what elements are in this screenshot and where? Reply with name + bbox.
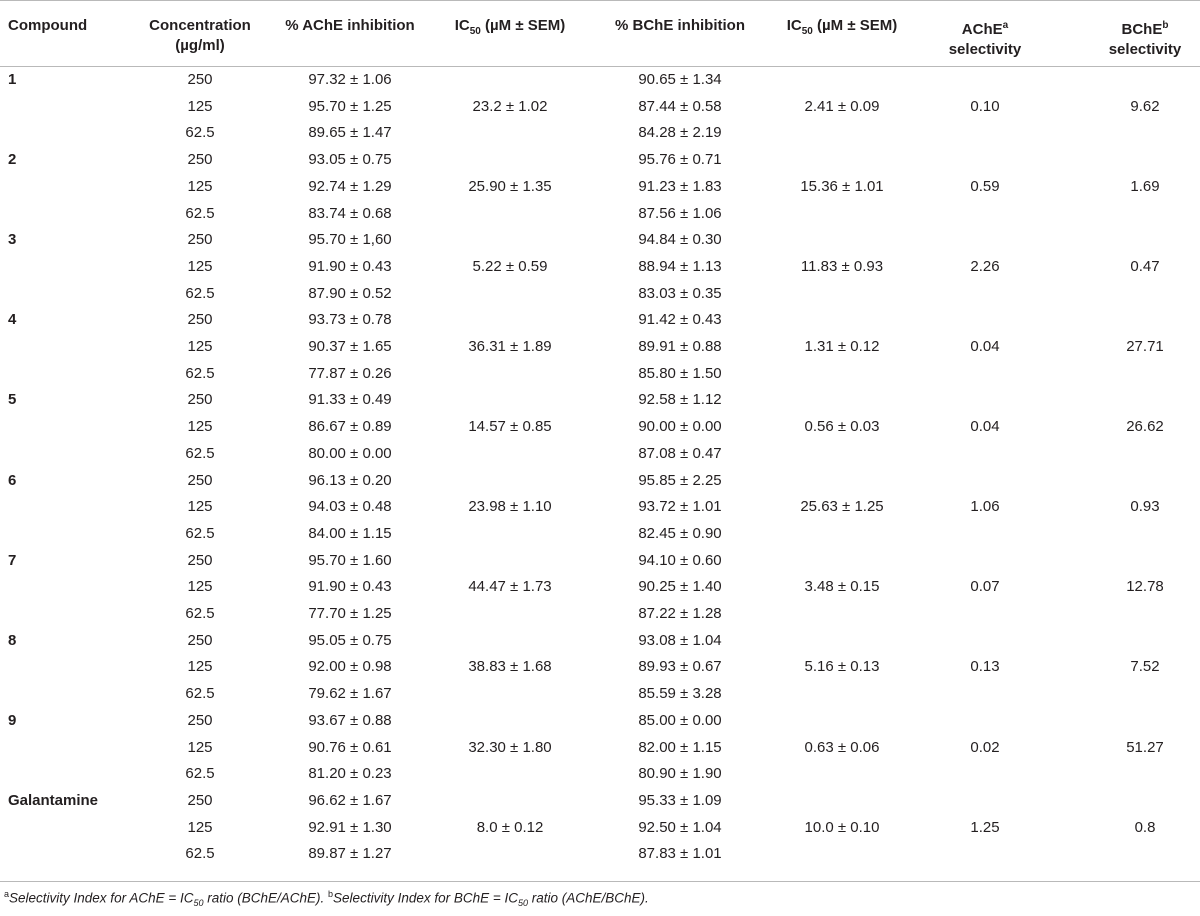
concentration-value: 250 xyxy=(187,151,213,169)
concentration-value: 62.5 xyxy=(185,124,215,142)
ache-selectivity-value: 2.26 xyxy=(970,257,1000,275)
header-bche-ic50-suffix: (µM ± SEM) xyxy=(812,17,898,34)
concentration-value: 125 xyxy=(187,97,213,115)
table-row xyxy=(0,788,1200,815)
ache-inhibition-value: 77.87 ± 0.26 xyxy=(308,364,392,382)
ache-inhibition-value: 83.74 ± 0.68 xyxy=(308,204,392,222)
ache-inhibition-value: 96.62 ± 1.67 xyxy=(308,791,392,809)
table-row xyxy=(0,601,1200,628)
table-footnote xyxy=(4,889,649,908)
compound-name: 6 xyxy=(8,471,17,489)
ache-ic50-value: 44.47 ± 1.73 xyxy=(468,578,552,596)
table-row xyxy=(0,441,1200,468)
concentration-value: 125 xyxy=(187,658,213,676)
concentration-value: 125 xyxy=(187,578,213,596)
table-row xyxy=(0,494,1200,521)
bche-inhibition-value: 95.76 ± 0.71 xyxy=(638,151,722,169)
bche-inhibition-value: 89.93 ± 0.67 xyxy=(638,658,722,676)
bche-inhibition-value: 91.42 ± 0.43 xyxy=(638,311,722,329)
ache-inhibition-value: 91.90 ± 0.43 xyxy=(308,578,392,596)
ache-inhibition-value: 95.70 ± 1,60 xyxy=(308,231,392,249)
bche-inhibition-value: 92.58 ± 1.12 xyxy=(638,391,722,409)
header-bche-selectivity-line2: selectivity xyxy=(1108,41,1182,58)
table-row xyxy=(0,94,1200,121)
bche-inhibition-value: 91.23 ± 1.83 xyxy=(638,177,722,195)
ache-inhibition-value: 92.00 ± 0.98 xyxy=(308,658,392,676)
bche-ic50-value: 0.56 ± 0.03 xyxy=(804,418,880,436)
ache-inhibition-value: 95.05 ± 0.75 xyxy=(308,631,392,649)
bche-inhibition-value: 85.80 ± 1.50 xyxy=(638,364,722,382)
ache-ic50-value: 36.31 ± 1.89 xyxy=(468,338,552,355)
bche-ic50-value: 15.36 ± 1.01 xyxy=(800,177,884,195)
ache-selectivity-value: 1.06 xyxy=(970,498,1000,516)
table-row xyxy=(0,201,1200,228)
concentration-value: 125 xyxy=(187,418,213,436)
ache-inhibition-value: 94.03 ± 0.48 xyxy=(308,498,392,516)
table-row xyxy=(0,254,1200,281)
table-row xyxy=(0,628,1200,655)
bche-ic50-value: 3.48 ± 0.15 xyxy=(804,578,880,596)
ache-inhibition-value: 93.67 ± 0.88 xyxy=(308,711,392,729)
bche-inhibition-value: 83.03 ± 0.35 xyxy=(638,284,722,302)
ache-selectivity-value: 0.13 xyxy=(970,658,1000,676)
bche-inhibition-value: 89.91 ± 0.88 xyxy=(638,338,722,355)
ache-selectivity-value: 0.04 xyxy=(970,338,1000,355)
ache-inhibition-value: 79.62 ± 1.67 xyxy=(308,685,392,703)
ache-selectivity-value: 1.25 xyxy=(970,818,1000,836)
ache-ic50-value: 14.57 ± 0.85 xyxy=(468,418,552,436)
table-header xyxy=(0,0,1200,67)
ache-inhibition-value: 96.13 ± 0.20 xyxy=(308,471,392,489)
concentration-value: 250 xyxy=(187,71,213,88)
concentration-value: 62.5 xyxy=(185,685,215,703)
ache-inhibition-value: 90.76 ± 0.61 xyxy=(308,738,392,756)
concentration-value: 250 xyxy=(187,471,213,489)
bche-ic50-value: 0.63 ± 0.06 xyxy=(804,738,880,756)
header-bche-inhibition xyxy=(595,16,765,36)
ache-inhibition-value: 90.37 ± 1.65 xyxy=(308,338,392,355)
bche-ic50-value: 10.0 ± 0.10 xyxy=(804,818,880,836)
bche-selectivity-value: 7.52 xyxy=(1130,658,1160,676)
footnote-a-text-1: Selectivity Index for AChE = IC xyxy=(9,890,194,906)
table-row xyxy=(0,574,1200,601)
table-row xyxy=(0,521,1200,548)
bche-inhibition-value: 92.50 ± 1.04 xyxy=(638,818,722,836)
ache-inhibition-value: 95.70 ± 1.25 xyxy=(308,97,392,115)
ache-ic50-value: 23.2 ± 1.02 xyxy=(472,97,548,115)
bche-inhibition-value: 87.44 ± 0.58 xyxy=(638,97,722,115)
ache-inhibition-value: 86.67 ± 0.89 xyxy=(308,418,392,436)
header-ache-inhibition xyxy=(265,16,435,36)
header-bche-selectivity-sup: b xyxy=(1162,20,1169,31)
table-row xyxy=(0,361,1200,388)
table-row xyxy=(0,708,1200,735)
bche-inhibition-value: 87.56 ± 1.06 xyxy=(638,204,722,222)
bche-inhibition-value: 87.83 ± 1.01 xyxy=(638,845,722,863)
header-compound xyxy=(8,16,138,36)
concentration-value: 250 xyxy=(187,551,213,569)
concentration-value: 62.5 xyxy=(185,605,215,622)
ache-inhibition-value: 84.00 ± 1.15 xyxy=(308,524,392,542)
compound-name: 5 xyxy=(8,391,17,409)
ache-selectivity-value: 0.59 xyxy=(970,177,1000,195)
concentration-value: 62.5 xyxy=(185,765,215,783)
bche-ic50-value: 11.83 ± 0.93 xyxy=(800,257,884,275)
table-bottom-rule xyxy=(0,881,1200,882)
compound-name: 9 xyxy=(8,711,17,729)
bche-inhibition-value: 80.90 ± 1.90 xyxy=(638,765,722,783)
table-row xyxy=(0,841,1200,868)
concentration-value: 125 xyxy=(187,257,213,275)
header-ache-selectivity-sup: a xyxy=(1002,20,1009,31)
bche-inhibition-value: 85.00 ± 0.00 xyxy=(638,711,722,729)
ache-ic50-value: 32.30 ± 1.80 xyxy=(468,738,552,756)
concentration-value: 62.5 xyxy=(185,284,215,302)
ache-inhibition-value: 77.70 ± 1.25 xyxy=(308,605,392,622)
table-row xyxy=(0,735,1200,762)
bche-selectivity-value: 9.62 xyxy=(1130,97,1160,115)
table-row xyxy=(0,120,1200,147)
ache-selectivity-value: 0.04 xyxy=(970,418,1000,436)
concentration-value: 125 xyxy=(187,177,213,195)
bche-selectivity-value: 0.47 xyxy=(1130,257,1160,275)
ache-inhibition-value: 92.74 ± 1.29 xyxy=(308,177,392,195)
concentration-value: 125 xyxy=(187,498,213,516)
concentration-value: 250 xyxy=(187,631,213,649)
bche-inhibition-value: 84.28 ± 2.19 xyxy=(638,124,722,142)
concentration-value: 62.5 xyxy=(185,524,215,542)
concentration-value: 250 xyxy=(187,391,213,409)
header-ache-selectivity xyxy=(930,16,1040,60)
bche-inhibition-value: 93.08 ± 1.04 xyxy=(638,631,722,649)
bche-ic50-value: 25.63 ± 1.25 xyxy=(800,498,884,516)
header-bche-selectivity-line1: BChE xyxy=(1121,21,1163,38)
ache-inhibition-value: 93.05 ± 0.75 xyxy=(308,151,392,169)
bche-inhibition-value: 94.84 ± 0.30 xyxy=(638,231,722,249)
table-row xyxy=(0,281,1200,308)
header-ache-selectivity-line1: AChE xyxy=(961,21,1003,38)
compound-name: 2 xyxy=(8,151,17,169)
ache-inhibition-value: 92.91 ± 1.30 xyxy=(308,818,392,836)
bche-inhibition-value: 87.08 ± 0.47 xyxy=(638,444,722,462)
footnote-a-sub: 50 xyxy=(193,898,204,909)
ache-inhibition-value: 81.20 ± 0.23 xyxy=(308,765,392,783)
ache-inhibition-value: 91.90 ± 0.43 xyxy=(308,257,392,275)
header-ache-inhibition-label: % AChE inhibition xyxy=(285,17,415,34)
bche-inhibition-value: 94.10 ± 0.60 xyxy=(638,551,722,569)
ache-inhibition-value: 89.65 ± 1.47 xyxy=(308,124,392,142)
header-concentration xyxy=(125,16,275,56)
table-row xyxy=(0,307,1200,334)
ache-ic50-value: 8.0 ± 0.12 xyxy=(476,818,544,836)
bche-selectivity-value: 12.78 xyxy=(1126,578,1164,596)
table-row xyxy=(0,334,1200,361)
concentration-value: 62.5 xyxy=(185,204,215,222)
header-bche-selectivity xyxy=(1090,16,1200,60)
table-row xyxy=(0,654,1200,681)
table-row xyxy=(0,67,1200,94)
bche-ic50-value: 2.41 ± 0.09 xyxy=(804,97,880,115)
compound-name: 1 xyxy=(8,71,17,88)
bche-inhibition-value: 90.00 ± 0.00 xyxy=(638,418,722,436)
bche-inhibition-value: 90.65 ± 1.34 xyxy=(638,71,722,88)
concentration-value: 250 xyxy=(187,231,213,249)
table-row xyxy=(0,174,1200,201)
header-compound-label: Compound xyxy=(8,17,88,34)
ache-inhibition-value: 95.70 ± 1.60 xyxy=(308,551,392,569)
table-row xyxy=(0,548,1200,575)
bche-inhibition-value: 87.22 ± 1.28 xyxy=(638,605,722,622)
bche-inhibition-value: 93.72 ± 1.01 xyxy=(638,498,722,516)
ache-inhibition-value: 87.90 ± 0.52 xyxy=(308,284,392,302)
header-ache-ic50 xyxy=(430,16,590,42)
ache-selectivity-value: 0.02 xyxy=(970,738,1000,756)
bche-selectivity-value: 27.71 xyxy=(1126,338,1164,355)
header-bche-inhibition-label: % BChE inhibition xyxy=(615,17,745,34)
table-row xyxy=(0,387,1200,414)
ache-ic50-value: 23.98 ± 1.10 xyxy=(468,498,552,516)
bche-selectivity-value: 51.27 xyxy=(1126,738,1164,756)
bche-inhibition-value: 85.59 ± 3.28 xyxy=(638,685,722,703)
bche-selectivity-value: 26.62 xyxy=(1126,418,1164,436)
footnote-a-mark: a xyxy=(4,889,10,899)
table-row xyxy=(0,815,1200,842)
table-row xyxy=(0,681,1200,708)
table-row xyxy=(0,414,1200,441)
bche-selectivity-value: 0.8 xyxy=(1134,818,1156,836)
concentration-value: 62.5 xyxy=(185,444,215,462)
ache-inhibition-value: 91.33 ± 0.49 xyxy=(308,391,392,409)
ache-inhibition-value: 80.00 ± 0.00 xyxy=(308,444,392,462)
concentration-value: 250 xyxy=(187,791,213,809)
bche-ic50-value: 1.31 ± 0.12 xyxy=(804,338,880,355)
ache-ic50-value: 5.22 ± 0.59 xyxy=(472,257,548,275)
compound-name: 8 xyxy=(8,631,17,649)
concentration-value: 125 xyxy=(187,818,213,836)
bche-ic50-value: 5.16 ± 0.13 xyxy=(804,658,880,676)
header-bche-ic50 xyxy=(762,16,922,42)
table-row xyxy=(0,761,1200,788)
bche-inhibition-value: 88.94 ± 1.13 xyxy=(638,257,722,275)
ache-inhibition-value: 93.73 ± 0.78 xyxy=(308,311,392,329)
table-row xyxy=(0,468,1200,495)
ache-selectivity-value: 0.10 xyxy=(970,97,1000,115)
bche-selectivity-value: 1.69 xyxy=(1130,177,1160,195)
table-row xyxy=(0,147,1200,174)
header-concentration-line2: (µg/ml) xyxy=(175,37,225,54)
bche-selectivity-value: 0.93 xyxy=(1130,498,1160,516)
bche-inhibition-value: 82.45 ± 0.90 xyxy=(638,524,722,542)
footnote-b-text-2: ratio (AChE/BChE). xyxy=(528,890,649,906)
concentration-value: 62.5 xyxy=(185,364,215,382)
compound-name: 4 xyxy=(8,311,17,329)
header-ache-ic50-suffix: (µM ± SEM) xyxy=(480,17,566,34)
concentration-value: 250 xyxy=(187,311,213,329)
compound-name: 3 xyxy=(8,231,17,249)
ache-ic50-value: 25.90 ± 1.35 xyxy=(468,177,552,195)
concentration-value: 250 xyxy=(187,711,213,729)
bche-inhibition-value: 95.33 ± 1.09 xyxy=(638,791,722,809)
footnote-b-text-1: Selectivity Index for BChE = IC xyxy=(333,890,518,906)
header-ache-selectivity-line2: selectivity xyxy=(948,41,1022,58)
ache-inhibition-value: 97.32 ± 1.06 xyxy=(308,71,392,88)
ache-ic50-value: 38.83 ± 1.68 xyxy=(468,658,552,676)
compound-name: Galantamine xyxy=(8,791,99,809)
ache-selectivity-value: 0.07 xyxy=(970,578,1000,596)
bche-inhibition-value: 90.25 ± 1.40 xyxy=(638,578,722,596)
ache-inhibition-value: 89.87 ± 1.27 xyxy=(308,845,392,863)
footnote-b-sub: 50 xyxy=(518,898,529,909)
concentration-value: 62.5 xyxy=(185,845,215,863)
footnote-b-mark: b xyxy=(328,889,334,899)
footnote-a-text-2: ratio (BChE/AChE). xyxy=(203,890,329,906)
bche-inhibition-value: 95.85 ± 2.25 xyxy=(638,471,722,489)
header-ache-ic50-sub: 50 xyxy=(469,26,481,37)
compound-name: 7 xyxy=(8,551,17,569)
concentration-value: 125 xyxy=(187,338,213,355)
header-bche-ic50-sub: 50 xyxy=(801,26,813,37)
table-row xyxy=(0,227,1200,254)
header-ache-ic50-prefix: IC xyxy=(454,17,470,34)
header-concentration-line1: Concentration xyxy=(149,17,251,34)
header-bche-ic50-prefix: IC xyxy=(786,17,802,34)
bche-inhibition-value: 82.00 ± 1.15 xyxy=(638,738,722,756)
concentration-value: 125 xyxy=(187,738,213,756)
